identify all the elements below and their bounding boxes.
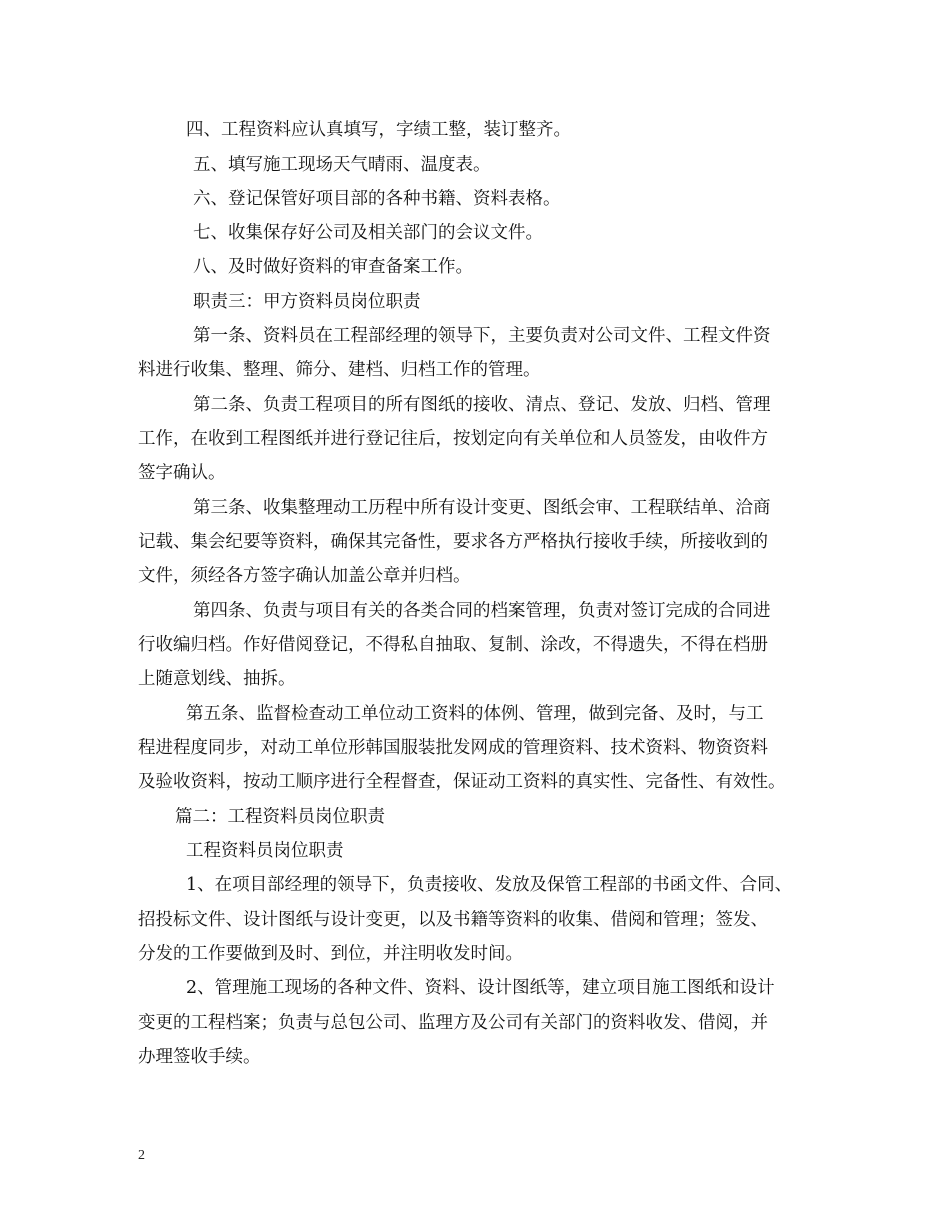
article-4-line-3: 上随意划线、抽拆。 (138, 669, 296, 689)
article-5-line-2: 程进程度同步，对动工单位形韩国服装批发网成的管理资料、技术资料、物资资料 (138, 738, 768, 758)
page-number: 2 (138, 1148, 145, 1163)
line-item-6: 六、登记保管好项目部的各种书籍、资料表格。 (193, 189, 561, 209)
article-1-line-2: 料进行收集、整理、筛分、建档、归档工作的管理。 (138, 360, 541, 380)
item-2-line-3: 办理签收手续。 (138, 1047, 261, 1067)
chapter-heading-2: 篇二：工程资料员岗位职责 (175, 807, 385, 827)
line-item-8: 八、及时做好资料的审查备案工作。 (193, 257, 473, 277)
article-5-line-3: 及验收资料，按动工顺序进行全程督查，保证动工资料的真实性、完备性、有效性。 (138, 772, 786, 792)
article-5-line-1: 第五条、监督检查动工单位动工资料的体例、管理，做到完备、及时，与工 (186, 704, 764, 724)
article-3-line-2: 记载、集会纪要等资料，确保其完备性，要求各方严格执行接收手续，所接收到的 (138, 532, 768, 552)
item-2-line-2: 变更的工程档案；负责与总包公司、监理方及公司有关部门的资料收发、借阅，并 (138, 1013, 768, 1033)
article-3-line-3: 文件，须经各方签字确认加盖公章并归档。 (138, 566, 471, 586)
section-heading-duty3: 职责三：甲方资料员岗位职责 (193, 292, 421, 312)
item-1-line-1: 1、在项目部经理的领导下，负责接收、发放及保管工程部的书函文件、合同、 (186, 875, 793, 895)
item-1-line-3: 分发的工作要做到及时、到位，并注明收发时间。 (138, 944, 523, 964)
line-item-7: 七、收集保存好公司及相关部门的会议文件。 (193, 223, 543, 243)
article-4-line-2: 行收编归档。作好借阅登记，不得私自抽取、复制、涂改，不得遗失，不得在档册 (138, 635, 768, 655)
article-3-line-1: 第三条、收集整理动工历程中所有设计变更、图纸会审、工程联结单、洽商 (193, 498, 771, 518)
article-2-line-3: 签字确认。 (138, 463, 226, 483)
article-2-line-1: 第二条、负责工程项目的所有图纸的接收、清点、登记、发放、归档、管理 (193, 395, 771, 415)
item-2-line-1: 2、管理施工现场的各种文件、资料、设计图纸等，建立项目施工图纸和设计 (186, 978, 775, 998)
item-1-line-2: 招投标文件、设计图纸与设计变更，以及书籍等资料的收集、借阅和管理；签发、 (138, 910, 768, 930)
article-1-line-1: 第一条、资料员在工程部经理的领导下，主要负责对公司文件、工程文件资 (193, 326, 771, 346)
line-item-4: 四、工程资料应认真填写，字绩工整，装订整齐。 (186, 120, 571, 140)
subtitle: 工程资料员岗位职责 (186, 841, 344, 861)
article-2-line-2: 工作，在收到工程图纸并进行登记往后，按划定向有关单位和人员签发，由收件方 (138, 429, 768, 449)
line-item-5: 五、填写施工现场天气晴雨、温度表。 (193, 155, 491, 175)
article-4-line-1: 第四条、负责与项目有关的各类合同的档案管理，负责对签订完成的合同进 (193, 601, 771, 621)
